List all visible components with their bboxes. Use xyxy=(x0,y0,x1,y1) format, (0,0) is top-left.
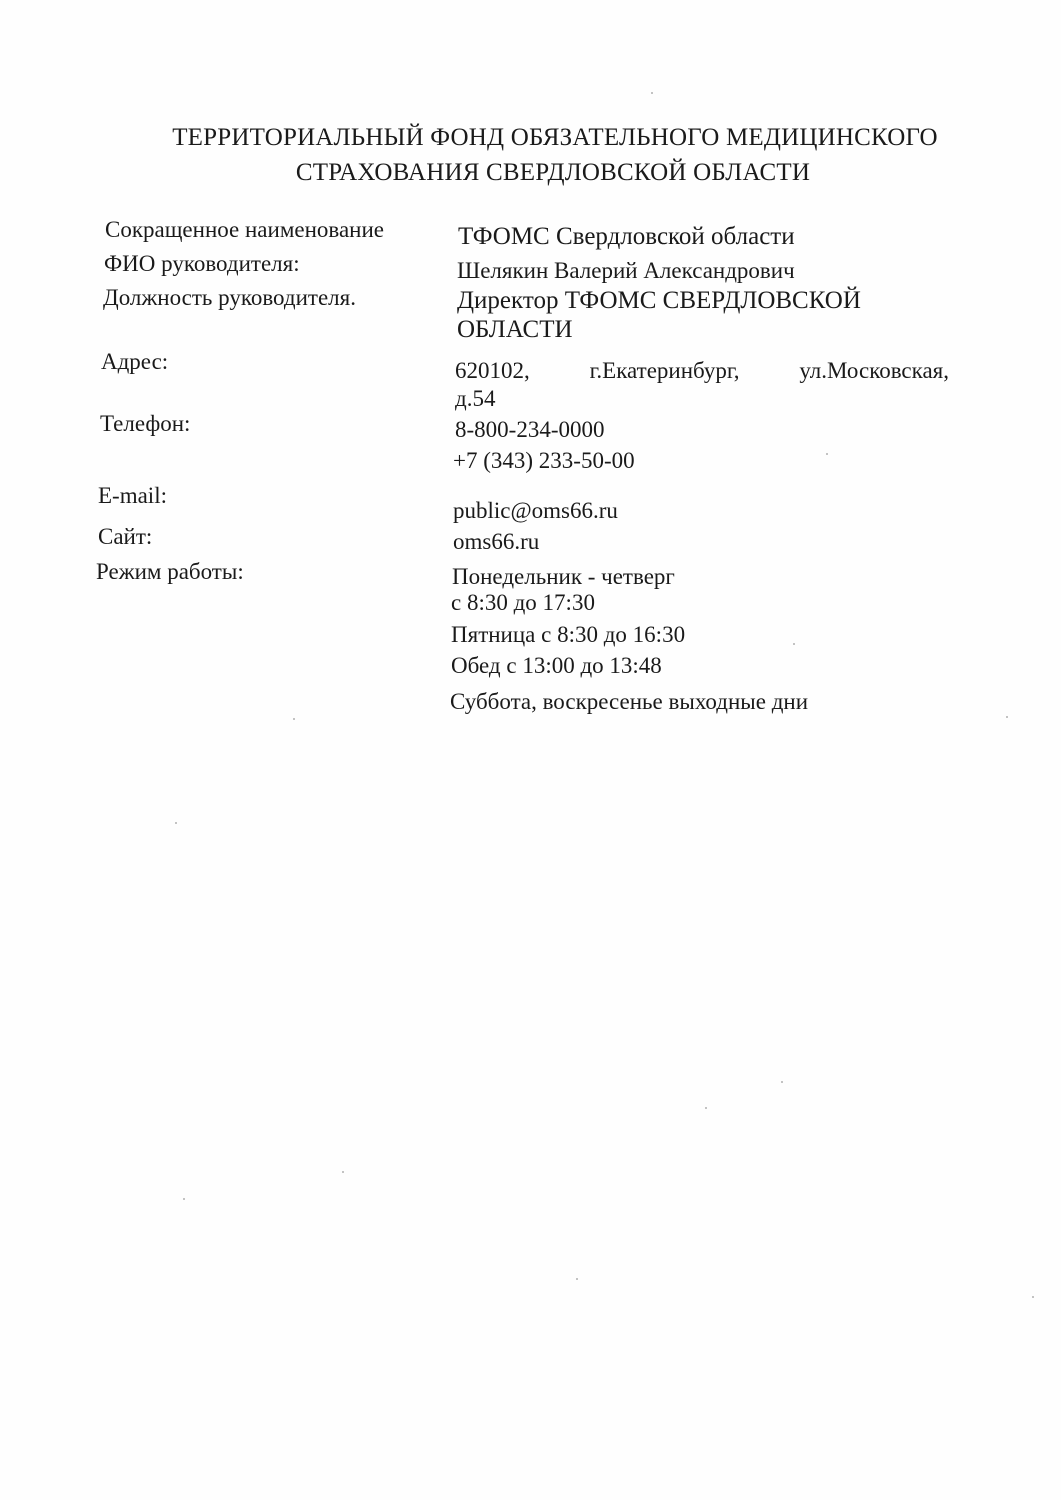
scan-speck xyxy=(175,822,177,824)
value-head-name: Шелякин Валерий Александрович xyxy=(457,258,795,283)
value-phone-2: +7 (343) 233-50-00 xyxy=(453,448,635,473)
label-email: E-mail: xyxy=(98,483,167,508)
document-title-line-1: ТЕРРИТОРИАЛЬНЫЙ ФОНД ОБЯЗАТЕЛЬНОГО МЕДИЦИНСКОГО xyxy=(172,124,938,151)
address-street: ул.Московская, xyxy=(799,358,949,383)
scan-speck xyxy=(793,643,795,645)
value-short-name: ТФОМС Свердловской области xyxy=(458,223,795,250)
value-hours-line-4: Обед с 13:00 до 13:48 xyxy=(451,653,662,678)
label-hours: Режим работы: xyxy=(96,559,244,584)
scan-speck xyxy=(1006,716,1008,718)
value-head-position-line-2: ОБЛАСТИ xyxy=(457,316,573,343)
label-head-name: ФИО руководителя: xyxy=(104,251,300,276)
label-site: Сайт: xyxy=(98,524,153,549)
scan-speck xyxy=(1032,1296,1034,1298)
value-head-position-line-1: Директор ТФОМС СВЕРДЛОВСКОЙ xyxy=(457,287,861,314)
label-head-position: Должность руководителя. xyxy=(103,285,356,310)
value-phone-1: 8-800-234-0000 xyxy=(455,417,605,442)
scan-speck xyxy=(826,453,828,455)
scan-speck xyxy=(342,1171,344,1173)
scan-speck xyxy=(651,92,653,94)
value-address xyxy=(455,357,949,413)
scan-speck xyxy=(183,1198,185,1200)
scan-speck xyxy=(576,1278,578,1280)
scan-speck xyxy=(705,1107,707,1109)
value-site: oms66.ru xyxy=(453,529,540,554)
address-city: г.Екатеринбург, xyxy=(589,358,740,383)
scan-speck xyxy=(781,1081,783,1083)
value-email: public@oms66.ru xyxy=(453,498,618,523)
label-short-name: Сокращенное наименование xyxy=(105,217,384,242)
value-hours-line-1: Понедельник - четверг xyxy=(452,564,675,589)
scan-speck xyxy=(293,718,295,720)
value-hours-line-3: Пятница с 8:30 до 16:30 xyxy=(451,622,686,647)
document-title-line-2: СТРАХОВАНИЯ СВЕРДЛОВСКОЙ ОБЛАСТИ xyxy=(295,159,811,186)
address-house: д.54 xyxy=(455,386,496,411)
label-phone: Телефон: xyxy=(100,411,191,436)
label-address: Адрес: xyxy=(101,349,169,374)
value-hours-line-2: с 8:30 до 17:30 xyxy=(451,590,595,615)
address-zip: 620102, xyxy=(455,358,530,383)
value-hours-line-5: Суббота, воскресенье выходные дни xyxy=(450,689,809,714)
